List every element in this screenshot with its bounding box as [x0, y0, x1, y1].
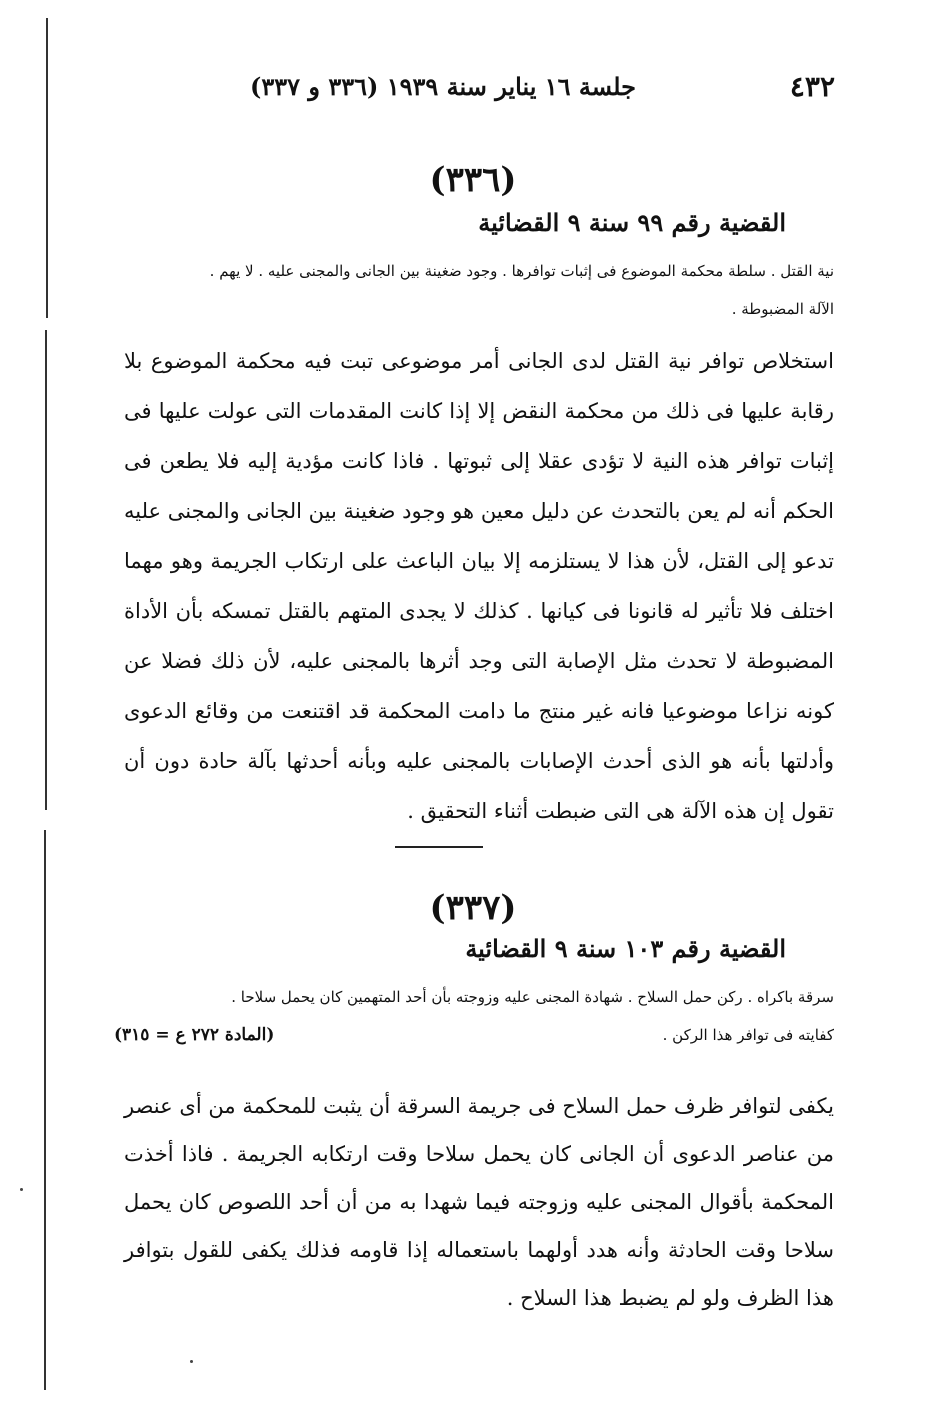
- case-body: [124, 1082, 834, 1322]
- page-edge-line: [45, 330, 47, 810]
- summary-ref-row: [114, 1016, 834, 1054]
- summary-line: نية القتل . سلطة محكمة الموضوع فى إثبات توافرها . وجود ضغينة بين الجانى والمجنى عليه . لا يهم .: [209, 262, 834, 280]
- summary-line: كفايته فى توافر هذا الركن .: [662, 1026, 834, 1044]
- page-header: [250, 66, 835, 106]
- session-title: جلسة ١٦ يناير سنة ١٩٣٩ (٣٣٦ و ٣٣٧): [250, 71, 636, 101]
- scan-speck: [190, 1360, 193, 1363]
- case-reference: القضية رقم ٩٩ سنة ٩ القضائية: [478, 208, 786, 237]
- summary-line: الآلة المضبوطة .: [731, 300, 834, 318]
- case-reference: القضية رقم ١٠٣ سنة ٩ القضائية: [465, 934, 786, 963]
- scan-speck: [20, 1188, 23, 1191]
- body-paragraph: يكفى لتوافر ظرف حمل السلاح فى جريمة السرقة أن يثبت للمحكمة من أى عنصر من عناصر الدعوى أن الجانى كان يحمل سلاحا وقت ارتكابه الجريمة . فاذا أخذت المحكمة بأقوال المجنى عليه وزوجته فيما شهدا به من أن أحد اللصوص كان يحمل سلاحا وقت الحادثة وأنه هدد أولهما باستعماله إذا قاومه فذلك يكفى للقول بتوافر هذا الظرف ولو لم يضبط هذا السلاح .: [124, 1094, 834, 1310]
- case-number: (٣٣٦): [429, 160, 517, 200]
- body-paragraph: استخلاص توافر نية القتل لدى الجانى أمر موضوعى تبت فيه محكمة الموضوع بلا رقابة عليها فى ذلك من محكمة النقض إلا إذا كانت المقدمات التى عولت عليها فى إثبات توافر هذه النية لا تؤدى عقلا إلى ثبوتها . فاذا كانت مؤدية إليه فلا يطعن فى الحكم أنه لم يعن بالتحدث عن دليل معين هو وجود ضغينة بين الجانى والمجنى عليه تدعو إلى القتل، لأن هذا لا يستلزمه إلا بيان الباعث على ارتكاب الجريمة وهو مهما اختلف فلا تأثير له قانونا فى كيانها . كذلك لا يجدى المتهم بالقتل تمسكه بأن الأداة المضبوطة لا تحدث مثل الإصابة التى وجد أثرها بالمجنى عليه، لأن ذلك فضلا عن كونه نزاعا موضوعيا فانه غير منتج ما دامت المحكمة قد اقتنعت من وقائع الدعوى وأدلتها بأنه هو الذى أحدث الإصابات بالمجنى عليه وبأنه أحدثها بآلة حادة دون أن تقول إن هذه الآلة هى التى ضبطت أثناء التحقيق .: [124, 349, 835, 823]
- law-article-reference: (المادة ٢٧٢ ع = ٣١٥): [114, 1025, 275, 1045]
- summary-line: سرقة باكراه . ركن حمل السلاح . شهادة المجنى عليه وزوجته بأن أحد المتهمين كان يحمل سلاحا .: [231, 988, 834, 1006]
- case-body: [124, 336, 834, 836]
- case-summary: [114, 978, 834, 1054]
- case-summary: [114, 252, 834, 328]
- page-number: ٤٣٢: [789, 69, 835, 103]
- case-number: (٣٣٧): [429, 888, 517, 928]
- section-divider: [395, 846, 483, 848]
